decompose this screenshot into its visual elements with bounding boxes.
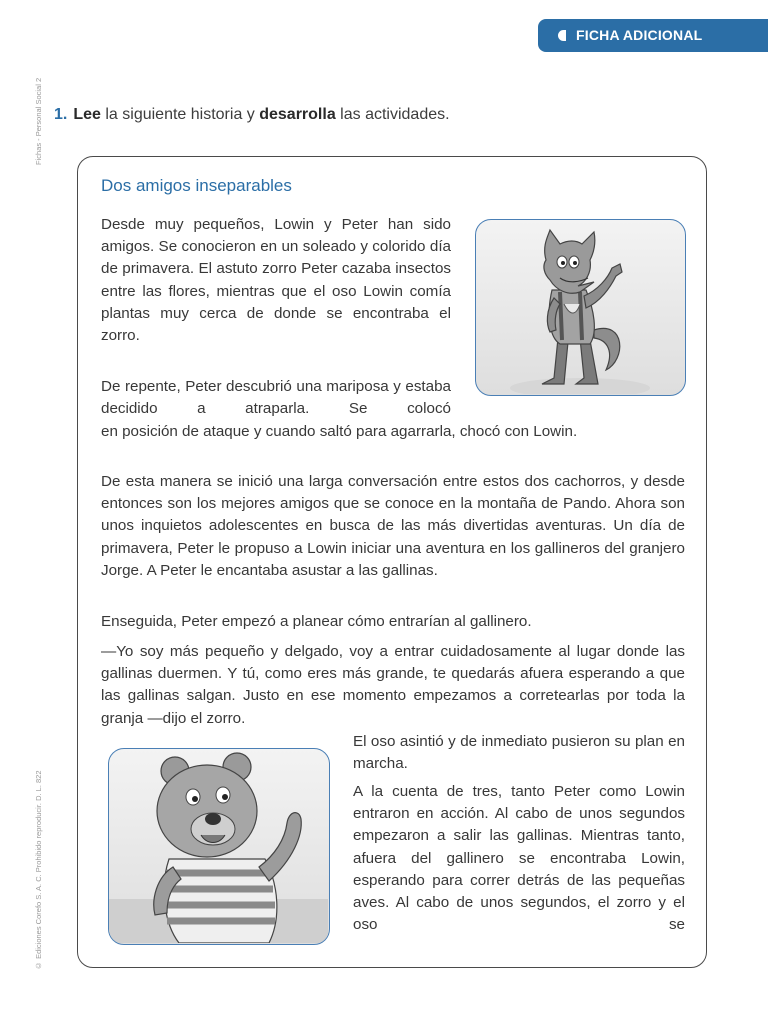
paragraph-2-b: en posición de ataque y cuando saltó para agarrarla, chocó con Lowin. — [101, 423, 578, 440]
paragraph-1: Desde muy pequeños, Lowin y Peter han sido amigos. Se conocieron en un soleado y colorido día de primavera. El astuto zorro Peter cazaba insectos entre las flores, mientras que el oso Lowin comía plantas muy cerca de donde se encontraba el zorro. — [101, 216, 451, 345]
side-note-copyright: © Ediciones Corefo S. A. C. Prohibido reproducir. D. L. 822 — [34, 770, 43, 970]
paragraph-2-a: De repente, Peter descubrió una mariposa y estaba decidido a atraparla. Se colocó — [101, 378, 451, 418]
ficha-adicional-tab — [538, 19, 768, 52]
story-title: Dos amigos inseparables — [101, 176, 292, 195]
bear-illustration — [108, 748, 330, 945]
tab-label: FICHA ADICIONAL — [576, 27, 703, 43]
paragraph-3: De esta manera se inició una larga conversación entre estos dos cachorros, y desde entonces son los mejores amigos que se conoce en la montaña de Pando. Ahora son unos inquietos adolescentes en busca de las más divertidas aventuras. Un día de primavera, Peter le propuso a Lowin iniciar una aventura en los gallineros del granjero Jorge. A Peter le encantaba asustar a las gallinas. — [101, 473, 685, 579]
paragraph-6: El oso asintió y de inmediato pusieron su plan en marcha. — [353, 733, 685, 773]
fox-icon — [476, 220, 684, 394]
side-note-top: Fichas - Personal Social 2 — [34, 77, 43, 165]
paragraph-5: —Yo soy más pequeño y delgado, voy a entrar cuidadosamente al lugar donde las gallinas duermen. Y tú, como eres más grande, te quedarás afuera esperando a que las gallinas salgan. Justo en ese momento empezamos a corretearlas por toda la granja —dijo el zorro. — [101, 643, 685, 727]
bear-icon — [109, 749, 328, 943]
fox-illustration — [475, 219, 686, 396]
tab-marker-icon — [558, 30, 566, 41]
paragraph-7: A la cuenta de tres, tanto Peter como Lowin entraron en acción. Al cabo de unos segundos empezaron a salir las gallinas. Mientras tanto, afuera del gallinero se encontraba Lowin, esperando para correr detrás de las pequeñas aves. Al cabo de unos segundos, el zorro y el oso se — [353, 783, 685, 934]
instruction-mid: la siguiente historia y — [100, 106, 260, 123]
instruction-verb-lee: Lee — [73, 106, 101, 123]
instruction — [54, 106, 450, 124]
instruction-end: las actividades. — [335, 106, 450, 123]
instruction-number: 1. — [54, 106, 68, 123]
paragraph-4: Enseguida, Peter empezó a planear cómo entrarían al gallinero. — [101, 613, 532, 630]
instruction-verb-desarrolla: desarrolla — [259, 106, 336, 123]
